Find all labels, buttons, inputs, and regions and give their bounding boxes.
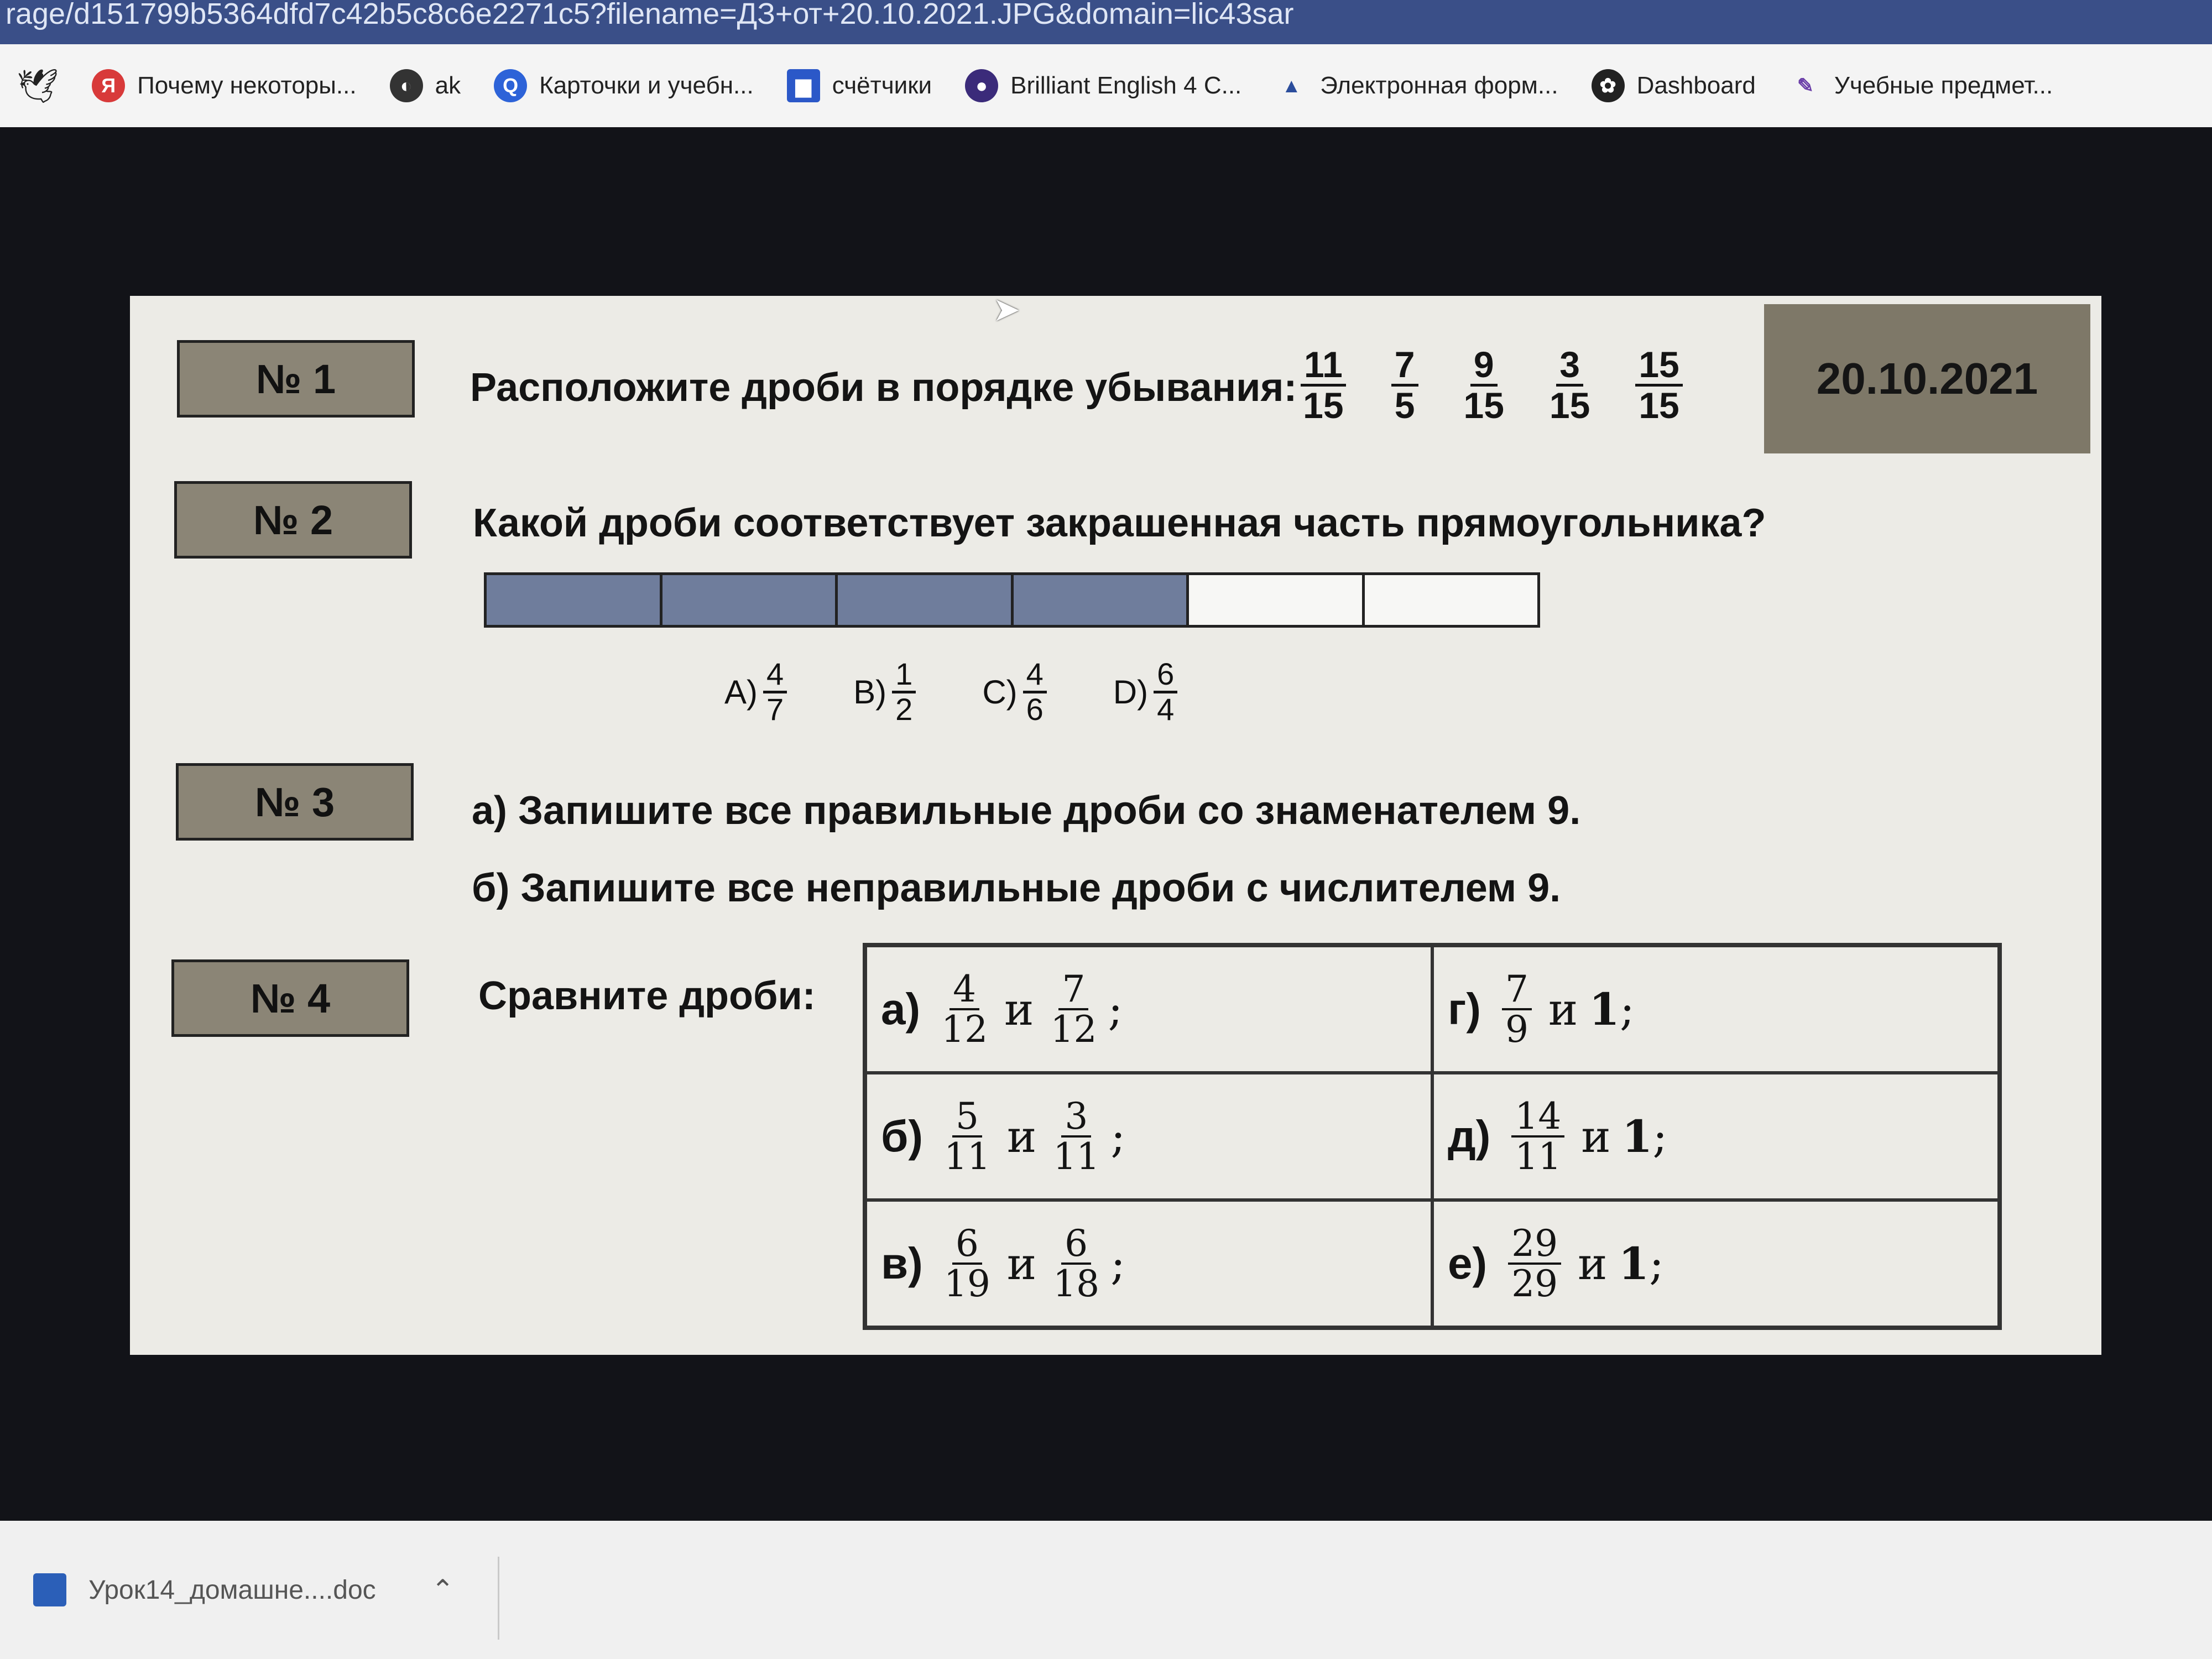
bookmark-6[interactable]: ✿ Dashboard bbox=[1592, 69, 1756, 102]
fraction: $\frac{11}{15}$ bbox=[1301, 346, 1346, 425]
compare-cell: в) $\frac{6}{19}$ и $\frac{6}{18}$ ; bbox=[865, 1200, 1432, 1327]
feather-icon: ✎ bbox=[1789, 69, 1822, 102]
task-1-text: Расположите дроби в порядке убывания: bbox=[470, 366, 1297, 410]
download-item[interactable] bbox=[33, 1573, 455, 1606]
bookmark-7[interactable]: ✎ Учебные предмет... bbox=[1789, 69, 2053, 102]
bookmark-3[interactable]: ▆ счётчики bbox=[787, 69, 932, 102]
task-4-number: № 4 bbox=[171, 959, 409, 1037]
compare-cell: г) $\frac{7}{9}$ и 1 ; bbox=[1432, 946, 1999, 1073]
task-3a-text: а) Запишите все правильные дроби со знаменателем 9. bbox=[472, 789, 1581, 833]
fraction-rectangle bbox=[484, 572, 1540, 628]
bookmark-4[interactable]: ● Brilliant English 4 C... bbox=[965, 69, 1241, 102]
downloads-divider bbox=[498, 1557, 499, 1640]
chevron-up-icon[interactable]: ⌃ bbox=[431, 1574, 455, 1605]
building-icon: ▆ bbox=[787, 69, 820, 102]
bookmark-5[interactable]: ▲ Электронная форм... bbox=[1275, 69, 1558, 102]
fraction: $\frac{9}{15}$ bbox=[1463, 344, 1504, 426]
filled-cell bbox=[487, 575, 662, 625]
task-4-text: Сравните дроби: bbox=[478, 974, 816, 1018]
option-b: B) $\frac{1}{2}$ bbox=[853, 658, 921, 726]
mountain-icon: ▲ bbox=[1275, 69, 1308, 102]
comparison-table bbox=[863, 943, 2002, 1330]
task-1-number: № 1 bbox=[177, 340, 415, 418]
task-2-number: № 2 bbox=[174, 481, 412, 559]
task-2-options bbox=[724, 658, 1183, 726]
date-label: 20.10.2021 bbox=[1764, 304, 2090, 453]
filled-cell bbox=[1014, 575, 1190, 625]
compare-cell: б) $\frac{5}{11}$ и $\frac{3}{11}$ ; bbox=[865, 1073, 1432, 1200]
option-d: D) $\frac{6}{4}$ bbox=[1113, 658, 1183, 726]
fraction: $\frac{15}{15}$ bbox=[1635, 346, 1682, 425]
task-2-text: Какой дроби соответствует закрашенная часть прямоугольника? bbox=[473, 501, 1766, 545]
dot-icon: ● bbox=[965, 69, 998, 102]
yandex-icon: Я bbox=[92, 69, 125, 102]
downloads-bar bbox=[0, 1521, 2212, 1659]
mouse-cursor-icon: ➤ bbox=[993, 291, 1021, 328]
compare-cell: е) $\frac{29}{29}$ и 1 ; bbox=[1432, 1200, 1999, 1327]
task-3-number: № 3 bbox=[176, 763, 414, 841]
bookmarks-bar bbox=[0, 44, 2212, 127]
bookmark-2[interactable]: Q Карточки и учебн... bbox=[494, 69, 754, 102]
address-url[interactable]: rage/d151799b5364dfd7c42b5c8c6e2271c5?filename=ДЗ+от+20.10.2021.JPG&domain=lic43sar bbox=[6, 0, 1294, 30]
quizlet-icon: Q bbox=[494, 69, 527, 102]
option-c: C) $\frac{4}{6}$ bbox=[982, 658, 1052, 726]
task-1-fractions bbox=[1288, 346, 1695, 425]
option-a: A) $\frac{4}{7}$ bbox=[724, 658, 792, 726]
compare-cell: а) $\frac{4}{12}$ и $\frac{7}{12}$ ; bbox=[865, 946, 1432, 1073]
bookmark-1[interactable]: ◐ ak bbox=[390, 69, 461, 102]
filled-cell bbox=[838, 575, 1014, 625]
compare-cell: д) $\frac{14}{11}$ и 1 ; bbox=[1432, 1073, 1999, 1200]
bookmark-0[interactable]: Я Почему некоторы... bbox=[92, 69, 356, 102]
word-doc-icon bbox=[33, 1573, 66, 1606]
fraction: $\frac{3}{15}$ bbox=[1549, 344, 1590, 426]
address-bar[interactable] bbox=[0, 0, 2212, 44]
empty-cell bbox=[1365, 575, 1538, 625]
fraction: $\frac{7}{5}$ bbox=[1391, 346, 1418, 425]
dashboard-icon: ✿ bbox=[1592, 69, 1625, 102]
task-3b-text: б) Запишите все неправильные дроби с числителем 9. bbox=[472, 866, 1561, 910]
globe-icon: ◐ bbox=[390, 69, 423, 102]
filled-cell bbox=[662, 575, 838, 625]
download-filename: Урок14_домашне....doc bbox=[88, 1575, 376, 1605]
bookmarks-menu-icon[interactable]: 🕊 bbox=[17, 67, 59, 105]
empty-cell bbox=[1189, 575, 1365, 625]
